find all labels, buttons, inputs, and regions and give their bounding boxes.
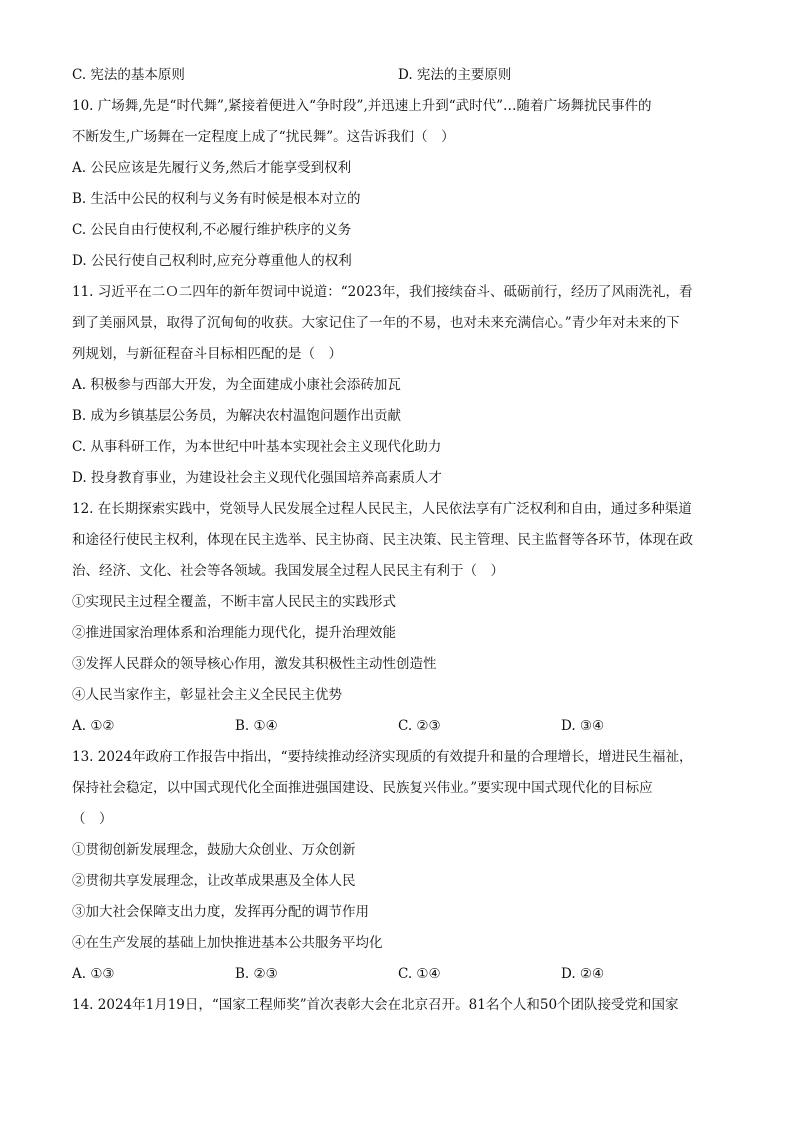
q13-stem-line-1: 13. 2024年政府工作报告中指出，“要持续推动经济实现质的有效提升和量的合理增长，增进民生福祉， bbox=[72, 749, 693, 765]
q13-option-a: A. ①③ bbox=[72, 966, 115, 982]
q13-option-b: B. ②③ bbox=[235, 966, 278, 982]
q12-item-4: ④人民当家作主，彰显社会主义全民民主优势 bbox=[72, 687, 342, 703]
q11-option-d: D. 投身教育事业，为建设社会主义现代化强国培养高素质人才 bbox=[72, 470, 442, 486]
exam-page bbox=[72, 60, 724, 1021]
q13-item-4: ④在生产发展的基础上加快推进基本公共服务平均化 bbox=[72, 935, 383, 951]
q13-item-3: ③加大社会保障支出力度，发挥再分配的调节作用 bbox=[72, 904, 369, 920]
q12-item-3: ③发挥人民群众的领导核心作用，激发其积极性主动性创造性 bbox=[72, 656, 437, 672]
q9-options-row bbox=[72, 60, 724, 91]
q10-option-a: A. 公民应该是先履行义务,然后才能享受到权利 bbox=[72, 160, 352, 176]
q11-option-b: B. 成为乡镇基层公务员，为解决农村温饱问题作出贡献 bbox=[72, 408, 402, 424]
q11-option-c: C. 从事科研工作，为本世纪中叶基本实现社会主义现代化助力 bbox=[72, 439, 442, 455]
q12-option-a: A. ①② bbox=[72, 718, 115, 734]
q10-stem-line-2: 不断发生,广场舞在一定程度上成了“扰民舞”。这告诉我们（ ） bbox=[72, 129, 455, 145]
q13-stem-line-2: 保持社会稳定，以中国式现代化全面推进强国建设、民族复兴伟业。”要实现中国式现代化的目标应 bbox=[72, 780, 653, 796]
q12-option-c: C. ②③ bbox=[398, 718, 441, 734]
q12-item-1: ①实现民主过程全覆盖，不断丰富人民民主的实践形式 bbox=[72, 594, 396, 610]
q10-option-b: B. 生活中公民的权利与义务有时候是根本对立的 bbox=[72, 191, 361, 207]
q9-option-d: D. 宪法的主要原则 bbox=[398, 67, 512, 83]
q9-option-c: C. 宪法的基本原则 bbox=[72, 67, 185, 83]
q13-option-c: C. ①④ bbox=[398, 966, 441, 982]
q11-stem-line-2: 到了美丽风景，取得了沉甸甸的收获。大家记住了一年的不易，也对未来充满信心。”青少年对未来的下 bbox=[72, 315, 680, 331]
q12-stem-line-2: 和途径行使民主权利，体现在民主选举、民主协商、民主决策、民主管理、民主监督等各环节，体现在政 bbox=[72, 532, 693, 548]
q13-item-1: ①贯彻创新发展理念，鼓励大众创业、万众创新 bbox=[72, 842, 356, 858]
q10-option-d: D. 公民行使自己权利时,应充分尊重他人的权利 bbox=[72, 253, 352, 269]
q13-options-row bbox=[72, 959, 724, 990]
q11-option-a: A. 积极参与西部大开发，为全面建成小康社会添砖加瓦 bbox=[72, 377, 401, 393]
q12-stem-line-3: 治、经济、文化、社会等各领域。我国发展全过程人民民主有利于（ ） bbox=[72, 563, 504, 579]
q12-options-row bbox=[72, 711, 724, 742]
q12-item-2: ②推进国家治理体系和治理能力现代化，提升治理效能 bbox=[72, 625, 396, 641]
q13-item-2: ②贯彻共享发展理念，让改革成果惠及全体人民 bbox=[72, 873, 356, 889]
q12-option-d: D. ③④ bbox=[561, 718, 605, 734]
q11-stem-line-1: 11. 习近平在二Ｏ二四年的新年贺词中说道：“2023年，我们接续奋斗、砥砺前行，经历了风雨洗礼，看 bbox=[72, 284, 693, 300]
q10-stem-line-1: 10. 广场舞,先是“时代舞”,紧接着便进入“争时段”,并迅速上升到“武时代”…随着广场舞扰民事件的 bbox=[72, 98, 652, 114]
q11-stem-line-3: 列规划，与新征程奋斗目标相匹配的是（ ） bbox=[72, 346, 342, 362]
q13-stem-line-3: （ ） bbox=[72, 811, 113, 827]
q12-stem-line-1: 12. 在长期探索实践中，党领导人民发展全过程人民民主，人民依法享有广泛权利和自由，通过多种渠道 bbox=[72, 501, 692, 517]
q10-option-c: C. 公民自由行使权利,不必履行维护秩序的义务 bbox=[72, 222, 352, 238]
q13-option-d: D. ②④ bbox=[561, 966, 605, 982]
q12-option-b: B. ①④ bbox=[235, 718, 278, 734]
q14-stem-line-1: 14. 2024年1月19日，“国家工程师奖”首次表彰大会在北京召开。81名个人和50个团队接受党和国家 bbox=[72, 997, 679, 1013]
